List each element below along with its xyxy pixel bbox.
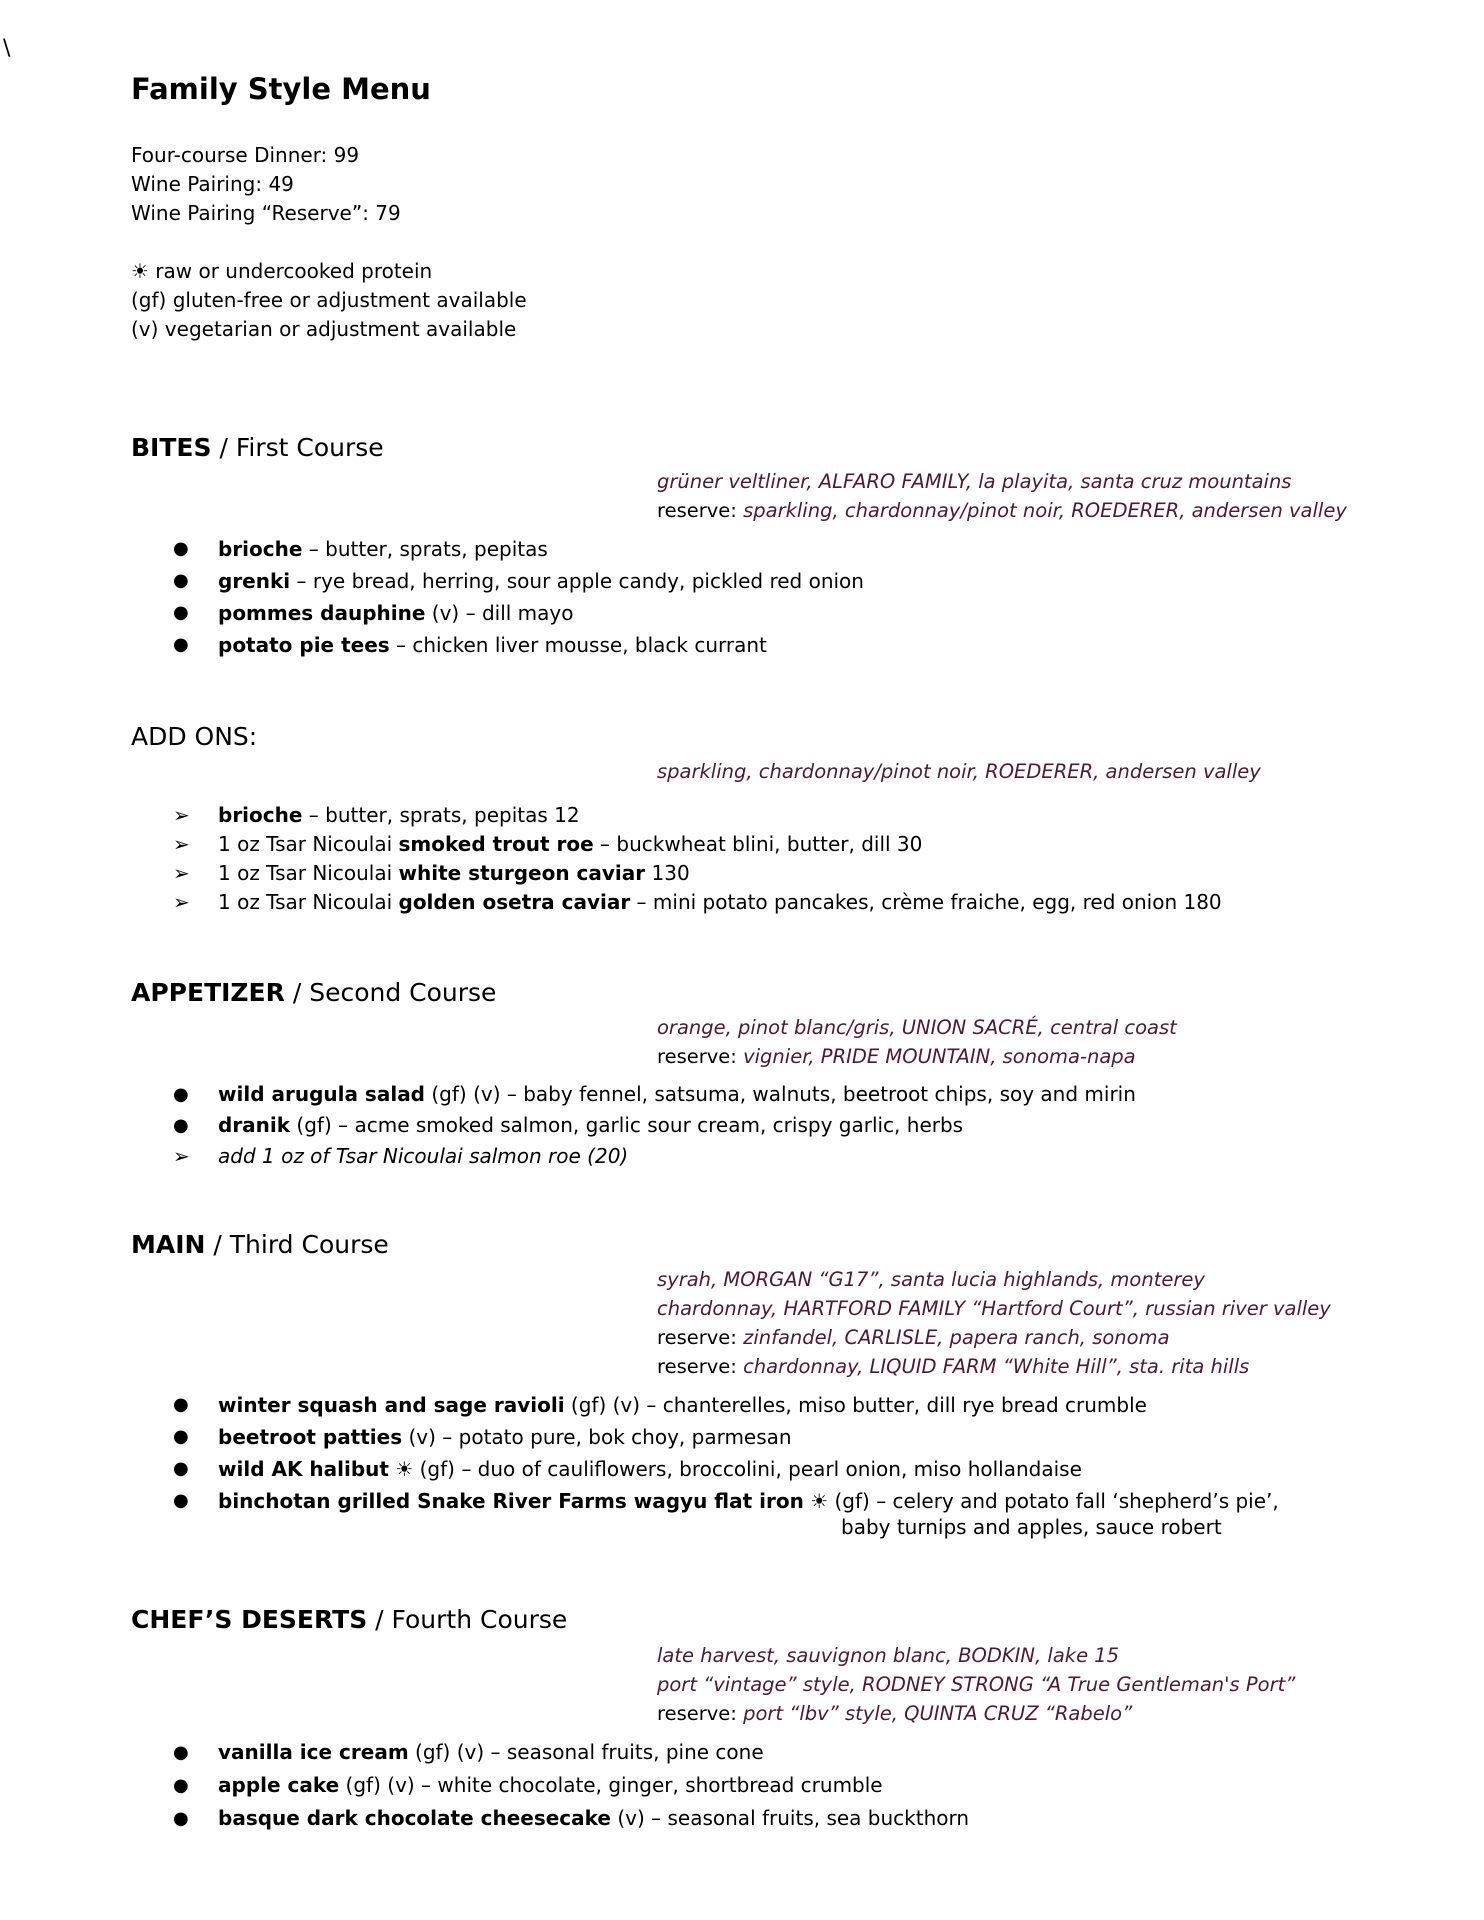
bullet-icon: ● (173, 1458, 189, 1479)
dish-name: beetroot patties (218, 1425, 403, 1449)
bullet-icon: ● (173, 538, 189, 559)
section-heading-deserts (131, 1605, 567, 1634)
heading-bold: BITES (131, 433, 212, 462)
reserve-prefix: reserve: (657, 1045, 744, 1068)
list-appetizer (0, 1079, 1484, 1172)
stray-mark: \ (3, 36, 11, 61)
list-deserts (0, 1736, 1484, 1835)
dish-name: brioche (218, 537, 303, 561)
list-item (0, 1141, 1484, 1172)
list-addons (0, 801, 1484, 917)
list-item (0, 859, 1484, 888)
dish-desc: – chicken liver mousse, black currant (389, 633, 767, 657)
dish-name: potato pie tees (218, 633, 390, 657)
dish-desc: 130 (645, 861, 690, 885)
list-item (0, 597, 1484, 629)
list-main (0, 1389, 1484, 1517)
heading-rest: / First Course (211, 433, 384, 462)
list-item (0, 1110, 1484, 1141)
dish-desc: – butter, sprats, pepitas (302, 537, 548, 561)
dish-prefix: 1 oz Tsar Nicoulai (218, 832, 399, 856)
bullet-icon: ● (173, 1490, 189, 1511)
list-item (0, 888, 1484, 917)
list-item (0, 1421, 1484, 1453)
wine-pairing-appetizer (657, 1013, 1177, 1071)
wine-line: orange, pinot blanc/gris, UNION SACRÉ, central coast (657, 1016, 1177, 1039)
bullet-icon: ● (173, 1115, 189, 1136)
list-item (0, 1453, 1484, 1485)
wine-pairing-bites (657, 467, 1347, 525)
heading-rest: / Second Course (284, 978, 497, 1007)
list-item (0, 830, 1484, 859)
wine-pairing-addons (657, 757, 1261, 786)
legend-vegetarian: (v) vegetarian or adjustment available (131, 317, 517, 341)
list-item (0, 801, 1484, 830)
dish-name: golden osetra caviar (398, 890, 631, 914)
wine-text: vignier, PRIDE MOUNTAIN, sonoma-napa (743, 1045, 1136, 1068)
bullet-icon: ● (173, 634, 189, 655)
wine-line: sparkling, chardonnay/pinot noir, ROEDERER, andersen valley (657, 760, 1261, 783)
menu-title: Family Style Menu (131, 72, 431, 106)
reserve-prefix: reserve: (657, 499, 744, 522)
wine-line: late harvest, sauvignon blanc, BODKIN, lake 15 (657, 1644, 1120, 1667)
dish-name: winter squash and sage ravioli (218, 1393, 565, 1417)
dish-desc: (v) – potato pure, bok choy, parmesan (402, 1425, 792, 1449)
dish-name: apple cake (218, 1773, 340, 1797)
reserve-prefix: reserve: (657, 1702, 744, 1725)
list-item (0, 629, 1484, 661)
reserve-prefix: reserve: (657, 1355, 744, 1378)
price-list (131, 141, 401, 228)
dish-name: vanilla ice cream (218, 1740, 409, 1764)
dish-prefix: 1 oz Tsar Nicoulai (218, 861, 399, 885)
wine-text: port “lbv” style, QUINTA CRUZ “Rabelo” (743, 1702, 1133, 1725)
list-item (0, 1485, 1484, 1517)
arrow-icon: ➢ (173, 890, 190, 914)
wine-pairing-main (657, 1265, 1331, 1381)
list-item (0, 1389, 1484, 1421)
section-heading-bites (131, 433, 384, 462)
bullet-icon: ● (173, 1808, 189, 1829)
list-bites (0, 533, 1484, 661)
wine-text: sparkling, chardonnay/pinot noir, ROEDERER, andersen valley (743, 499, 1347, 522)
dish-desc-continuation: baby turnips and apples, sauce robert (841, 1515, 1222, 1539)
price-wine-pairing: Wine Pairing: 49 (131, 172, 294, 196)
legend-gluten-free: (gf) gluten-free or adjustment available (131, 288, 527, 312)
price-reserve-pairing: Wine Pairing “Reserve”: 79 (131, 201, 401, 225)
dish-name: grenki (218, 569, 291, 593)
reserve-prefix: reserve: (657, 1326, 744, 1349)
wine-line: syrah, MORGAN “G17”, santa lucia highlands, monterey (657, 1268, 1205, 1291)
arrow-icon: ➢ (173, 1144, 190, 1168)
dish-desc: – mini potato pancakes, crème fraiche, egg, red onion 180 (630, 890, 1222, 914)
list-item (0, 1802, 1484, 1835)
dish-name: binchotan grilled Snake River Farms wagyu flat iron (218, 1489, 804, 1513)
dish-desc: – butter, sprats, pepitas 12 (302, 803, 580, 827)
arrow-icon: ➢ (173, 803, 190, 827)
wine-line: port “vintage” style, RODNEY STRONG “A True Gentleman's Port” (657, 1673, 1296, 1696)
dish-desc: – rye bread, herring, sour apple candy, pickled red onion (290, 569, 864, 593)
wine-text: chardonnay, LIQUID FARM “White Hill”, sta. rita hills (743, 1355, 1250, 1378)
dish-name: white sturgeon caviar (398, 861, 646, 885)
list-item (0, 1079, 1484, 1110)
heading-bold: MAIN (131, 1230, 206, 1259)
bullet-icon: ● (173, 1775, 189, 1796)
arrow-icon: ➢ (173, 832, 190, 856)
wine-line-reserve (657, 1323, 1331, 1352)
dish-desc: (gf) (v) – chanterelles, miso butter, dill rye bread crumble (564, 1393, 1147, 1417)
heading-bold: APPETIZER (131, 978, 285, 1007)
dish-name: dranik (218, 1113, 291, 1137)
dish-name: pommes dauphine (218, 601, 426, 625)
wine-line-reserve (657, 1699, 1295, 1728)
section-heading-addons: ADD ONS: (131, 722, 258, 751)
heading-bold: CHEF’S DESERTS (131, 1605, 368, 1634)
list-item (0, 1736, 1484, 1769)
wine-line-reserve (657, 496, 1347, 525)
arrow-icon: ➢ (173, 861, 190, 885)
dish-desc: (v) – seasonal fruits, sea buckthorn (610, 1806, 970, 1830)
dish-name: wild arugula salad (218, 1082, 426, 1106)
dish-desc: ☀ (gf) – celery and potato fall ‘shepherd’s pie’, (803, 1489, 1279, 1513)
dish-desc: (gf) (v) – white chocolate, ginger, shortbread crumble (339, 1773, 883, 1797)
wine-line: grüner veltliner, ALFARO FAMILY, la playita, santa cruz mountains (657, 470, 1292, 493)
dish-desc: ☀ (gf) – duo of cauliflowers, broccolini, pearl onion, miso hollandaise (388, 1457, 1082, 1481)
wine-pairing-deserts (657, 1641, 1295, 1728)
dish-desc: (gf) (v) – baby fennel, satsuma, walnuts, beetroot chips, soy and mirin (425, 1082, 1136, 1106)
wine-line: chardonnay, HARTFORD FAMILY “Hartford Court”, russian river valley (657, 1297, 1331, 1320)
dish-name: basque dark chocolate cheesecake (218, 1806, 611, 1830)
bullet-icon: ● (173, 602, 189, 623)
list-item (0, 533, 1484, 565)
dish-desc: (gf) (v) – seasonal fruits, pine cone (408, 1740, 764, 1764)
wine-line-reserve (657, 1352, 1331, 1381)
bullet-icon: ● (173, 1394, 189, 1415)
dish-name: brioche (218, 803, 303, 827)
dish-desc: – buckwheat blini, butter, dill 30 (593, 832, 923, 856)
dish-desc: (gf) – acme smoked salmon, garlic sour cream, crispy garlic, herbs (290, 1113, 964, 1137)
addon-note: add 1 oz of Tsar Nicoulai salmon roe (20) (218, 1144, 629, 1168)
dish-name: smoked trout roe (398, 832, 594, 856)
bullet-icon: ● (173, 1084, 189, 1105)
wine-text: zinfandel, CARLISLE, papera ranch, sonoma (743, 1326, 1170, 1349)
wine-line-reserve (657, 1042, 1177, 1071)
section-heading-appetizer (131, 978, 496, 1007)
heading-rest: / Third Course (205, 1230, 389, 1259)
legend (131, 257, 527, 344)
dish-prefix: 1 oz Tsar Nicoulai (218, 890, 399, 914)
dish-name: wild AK halibut (218, 1457, 389, 1481)
legend-raw: ☀ raw or undercooked protein (131, 259, 433, 283)
list-item (0, 1769, 1484, 1802)
bullet-icon: ● (173, 570, 189, 591)
dish-desc: (v) – dill mayo (425, 601, 574, 625)
list-item (0, 565, 1484, 597)
bullet-icon: ● (173, 1426, 189, 1447)
bullet-icon: ● (173, 1742, 189, 1763)
heading-rest: / Fourth Course (367, 1605, 568, 1634)
price-dinner: Four-course Dinner: 99 (131, 143, 360, 167)
section-heading-main (131, 1230, 389, 1259)
